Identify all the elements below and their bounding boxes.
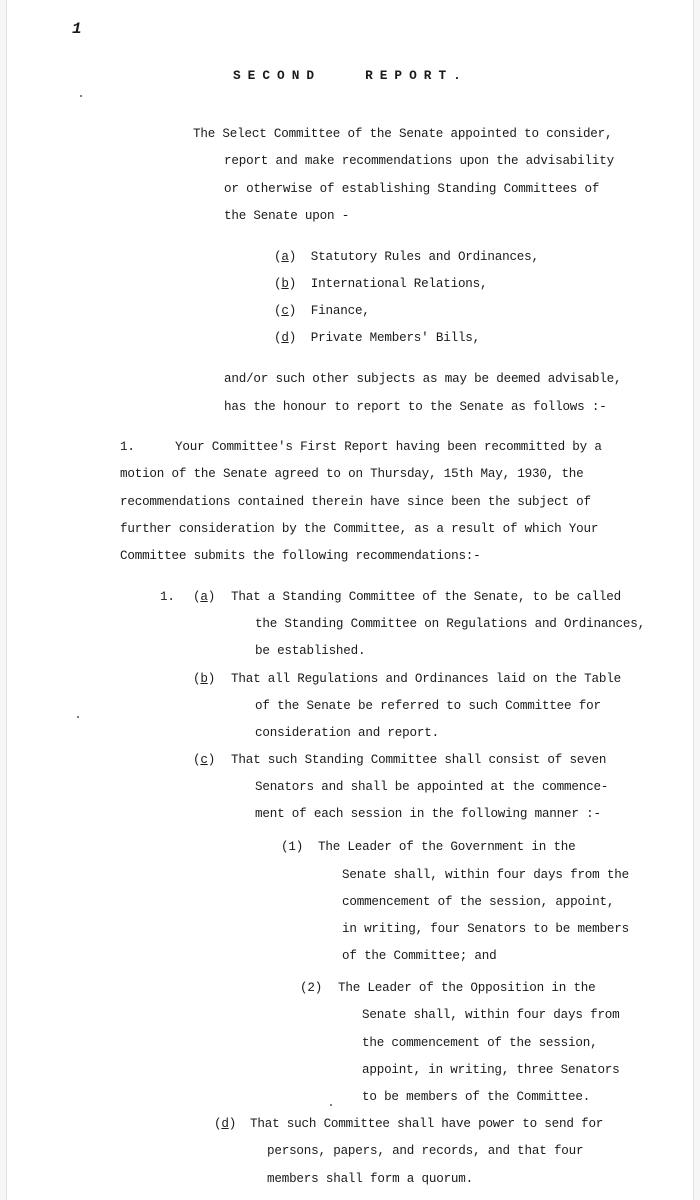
page-left-edge <box>0 0 7 1200</box>
subject-text: Private Members' Bills, <box>310 331 481 345</box>
title-word-report: REPORT. <box>365 68 468 83</box>
clause-letter: c <box>200 753 208 767</box>
clause-line: Senators and shall be appointed at the commence- <box>255 780 609 794</box>
paragraph-line: motion of the Senate agreed to on Thursday, 15th May, 1930, the <box>120 467 584 481</box>
subject-item-d: (d) Private Members' Bills, <box>274 331 481 345</box>
subject-text: International Relations, <box>310 277 488 291</box>
clause-letter: a <box>200 590 208 604</box>
clause-letter: d <box>221 1117 229 1131</box>
clause-line: persons, papers, and records, and that four <box>267 1144 584 1158</box>
paragraph-line: further consideration by the Committee, as a result of which Your <box>120 522 599 536</box>
scan-speck <box>80 95 82 97</box>
clause-letter: b <box>200 672 208 686</box>
subclause-number: (2) <box>300 981 323 995</box>
subject-text: Finance, <box>310 304 370 318</box>
subclause-line: of the Committee; and <box>342 949 497 963</box>
clause-line: the Standing Committee on Regulations and Ordinances, <box>255 617 645 631</box>
subclause-line: in writing, four Senators to be members <box>342 922 629 936</box>
scan-speck <box>330 1104 332 1106</box>
subclause-line: The Leader of the Opposition in the <box>338 981 596 995</box>
subject-text: Statutory Rules and Ordinances, <box>310 250 539 264</box>
page-right-edge <box>693 0 700 1200</box>
clause-line: That such Committee shall have power to send for <box>250 1117 604 1131</box>
subject-item-a: (a) Statutory Rules and Ordinances, <box>274 250 539 264</box>
subject-item-c: (c) Finance, <box>274 304 370 318</box>
paragraph-line: recommendations contained therein have since been the subject of <box>120 495 591 509</box>
subclause-line: commencement of the session, appoint, <box>342 895 615 909</box>
subject-letter: c <box>281 304 289 318</box>
preamble-line: The Select Committee of the Senate appointed to consider, <box>193 127 613 141</box>
clause-line: of the Senate be referred to such Committee for <box>255 699 601 713</box>
clause-label-c: (c) <box>193 753 216 767</box>
subclause-line: The Leader of the Government in the <box>318 840 576 854</box>
title-word-second: SECOND <box>233 68 322 83</box>
subclause-line: the commencement of the session, <box>362 1036 598 1050</box>
subclause-line: to be members of the Committee. <box>362 1090 591 1104</box>
subclause-line: Senate shall, within four days from the <box>342 868 629 882</box>
subclause-number: (1) <box>281 840 304 854</box>
paragraph-line: Committee submits the following recommendations:- <box>120 549 481 563</box>
paragraph-number: 1. <box>120 440 135 454</box>
clause-line: consideration and report. <box>255 726 439 740</box>
clause-line: That all Regulations and Ordinances laid on the Table <box>231 672 621 686</box>
page-title <box>233 68 468 83</box>
subject-letter: b <box>281 277 289 291</box>
subject-letter: a <box>281 250 289 264</box>
clause-line: That such Standing Committee shall consist of seven <box>231 753 607 767</box>
clause-line: be established. <box>255 644 366 658</box>
subject-item-b: (b) International Relations, <box>274 277 488 291</box>
subclause-line: appoint, in writing, three Senators <box>362 1063 620 1077</box>
recommendation-number: 1. <box>160 590 175 604</box>
subject-letter: d <box>281 331 289 345</box>
clause-line: That a Standing Committee of the Senate, to be called <box>231 590 621 604</box>
clause-line: members shall form a quorum. <box>267 1172 474 1186</box>
clause-label-b: (b) <box>193 672 216 686</box>
preamble-closing-line: and/or such other subjects as may be deemed advisable, <box>224 372 622 386</box>
preamble-line: the Senate upon - <box>224 209 350 223</box>
scan-speck <box>77 716 79 718</box>
preamble-line: report and make recommendations upon the advisability <box>224 154 614 168</box>
clause-label-d: (d) <box>214 1117 237 1131</box>
subclause-line: Senate shall, within four days from <box>362 1008 620 1022</box>
paragraph-line: Your Committee's First Report having been recommitted by a <box>175 440 602 454</box>
clause-label-a: (a) <box>193 590 216 604</box>
preamble-closing-line: has the honour to report to the Senate as follows :- <box>224 400 607 414</box>
clause-line: ment of each session in the following manner :- <box>255 807 601 821</box>
preamble-line: or otherwise of establishing Standing Committees of <box>224 182 600 196</box>
page-number-mark: 1 <box>72 20 82 38</box>
